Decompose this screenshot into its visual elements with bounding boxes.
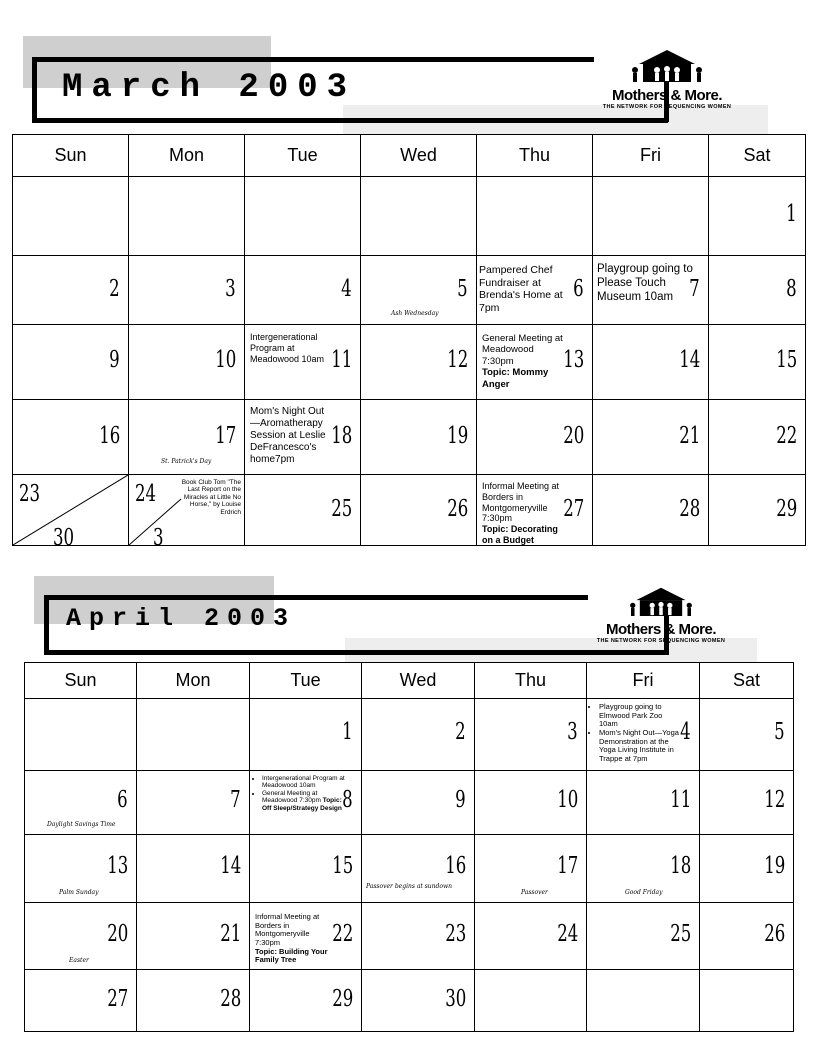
day-cell	[250, 699, 362, 771]
day-cell	[129, 400, 245, 475]
weekday-sun: Sun	[25, 663, 137, 699]
day-cell	[25, 903, 137, 970]
date-number: 1	[342, 719, 353, 745]
april-calendar	[24, 662, 794, 1032]
empty-day-cell	[245, 177, 361, 256]
date-number: 28	[678, 496, 700, 522]
date-number: 30	[53, 525, 75, 546]
empty-day-cell	[587, 970, 700, 1032]
date-number: 23	[444, 921, 466, 947]
holiday-label: Daylight Savings Time	[47, 821, 116, 828]
date-number: 12	[446, 347, 468, 373]
day-cell	[13, 400, 129, 475]
date-number: 10	[214, 347, 236, 373]
holiday-label: Easter	[69, 957, 89, 964]
house-family-icon	[627, 48, 707, 82]
date-number: 14	[219, 853, 241, 879]
event-topic: Topic: Building Your Family Tree	[255, 946, 328, 965]
day-cell	[477, 325, 593, 400]
date-number: 19	[446, 423, 468, 449]
day-cell	[709, 325, 806, 400]
holiday-label: Palm Sunday	[59, 889, 99, 896]
logo	[594, 48, 740, 110]
weekday-header-row	[13, 135, 806, 177]
weekday-tue: Tue	[250, 663, 362, 699]
weekday-tue: Tue	[245, 135, 361, 177]
day-cell	[250, 771, 362, 835]
event-text	[482, 481, 568, 546]
event-topic: Topic: Mommy Anger	[482, 367, 549, 390]
empty-day-cell	[475, 970, 587, 1032]
date-number: 7	[230, 787, 241, 813]
day-cell	[362, 970, 475, 1032]
date-number: 8	[342, 787, 353, 813]
day-cell	[593, 475, 709, 546]
date-number: 16	[98, 423, 120, 449]
weekday-sat: Sat	[700, 663, 794, 699]
event-text: Playgroup going to Please Touch Museum 10am	[597, 263, 693, 303]
holiday-label: Passover	[521, 889, 548, 896]
date-number: 8	[786, 276, 797, 302]
weekday-mon: Mon	[129, 135, 245, 177]
day-cell	[475, 835, 587, 903]
event-item: • Playgroup going to Elmwood Park Zoo 10am	[599, 703, 679, 729]
day-cell	[593, 400, 709, 475]
day-cell	[245, 400, 361, 475]
date-number: 18	[669, 853, 691, 879]
logo-tagline: THE NETWORK FOR SEQUENCING WOMEN	[596, 638, 726, 644]
date-number: 10	[556, 787, 578, 813]
date-number: 24	[135, 481, 157, 507]
logo	[588, 586, 734, 644]
date-number: 6	[573, 276, 584, 302]
header-frame-bottom	[44, 650, 668, 655]
header-frame-top	[44, 595, 588, 600]
weekday-header-row	[25, 663, 794, 699]
day-cell	[587, 835, 700, 903]
date-number: 30	[444, 986, 466, 1012]
date-number: 25	[669, 921, 691, 947]
day-cell	[709, 475, 806, 546]
day-cell	[361, 256, 477, 325]
date-number: 21	[678, 423, 700, 449]
weekday-thu: Thu	[477, 135, 593, 177]
day-cell	[137, 970, 250, 1032]
split-day-cell	[129, 475, 245, 546]
day-cell	[361, 325, 477, 400]
event-description: Informal Meeting at Borders in Montgomeryville 7:30pm	[255, 912, 320, 947]
event-text: Pampered Chef Fundraiser at Brenda's Home at 7pm	[479, 264, 563, 314]
day-cell	[362, 903, 475, 970]
date-number: 22	[775, 423, 797, 449]
date-number: 4	[680, 719, 691, 745]
date-number: 3	[153, 525, 164, 546]
day-cell	[475, 699, 587, 771]
date-number: 15	[775, 347, 797, 373]
week-row	[13, 325, 806, 400]
header-frame-bottom	[32, 118, 668, 123]
date-number: 13	[562, 347, 584, 373]
date-number: 12	[763, 787, 785, 813]
date-number: 13	[106, 853, 128, 879]
date-number: 26	[763, 921, 785, 947]
day-cell	[700, 699, 794, 771]
week-row	[13, 256, 806, 325]
date-number: 9	[109, 347, 120, 373]
day-cell	[250, 903, 362, 970]
date-number: 2	[455, 719, 466, 745]
week-row	[25, 903, 794, 970]
date-number: 18	[330, 423, 352, 449]
house-family-icon	[625, 586, 697, 616]
weekday-sun: Sun	[13, 135, 129, 177]
day-cell	[475, 903, 587, 970]
event-description: General Meeting at Meadowood 7:30pm	[262, 789, 321, 805]
day-cell	[250, 835, 362, 903]
logo-name: Mothers & More.	[605, 621, 716, 638]
day-cell	[245, 325, 361, 400]
event-item: • Mom's Night Out—Yoga Demonstration at the Yoga Living Institute in Trappe at 7pm	[599, 729, 679, 764]
event-list	[254, 775, 346, 812]
day-cell	[477, 400, 593, 475]
date-number: 23	[19, 481, 41, 507]
date-number: 11	[669, 787, 691, 813]
day-cell	[362, 699, 475, 771]
weekday-fri: Fri	[593, 135, 709, 177]
date-number: 26	[446, 496, 468, 522]
date-number: 3	[225, 276, 236, 302]
date-number: 14	[678, 347, 700, 373]
holiday-label: Ash Wednesday	[391, 310, 439, 317]
date-number: 25	[330, 496, 352, 522]
day-cell	[593, 256, 709, 325]
day-cell	[137, 835, 250, 903]
event-text	[255, 913, 331, 965]
day-cell	[245, 256, 361, 325]
day-cell	[129, 325, 245, 400]
day-cell	[587, 699, 700, 771]
header-frame-left	[44, 595, 49, 655]
day-cell	[709, 400, 806, 475]
day-cell	[362, 771, 475, 835]
date-number: 17	[214, 423, 236, 449]
logo-tagline: THE NETWORK FOR SEQUENCING WOMEN	[602, 104, 732, 110]
month-title: March 2003	[62, 69, 357, 107]
day-cell	[129, 256, 245, 325]
day-cell	[13, 256, 129, 325]
date-number: 4	[341, 276, 352, 302]
week-row	[13, 475, 806, 546]
day-cell	[250, 970, 362, 1032]
date-number: 16	[444, 853, 466, 879]
empty-day-cell	[477, 177, 593, 256]
day-cell	[709, 177, 806, 256]
event-item	[262, 790, 346, 812]
date-number: 11	[330, 347, 352, 373]
day-cell	[700, 835, 794, 903]
day-cell	[587, 771, 700, 835]
day-cell	[13, 325, 129, 400]
day-cell	[475, 771, 587, 835]
empty-day-cell	[25, 699, 137, 771]
event-topic: Topic: Off Sleep/Strategy Design	[262, 797, 342, 812]
date-number: 20	[106, 921, 128, 947]
event-topic: Topic: Decorating on a Budget	[482, 524, 558, 545]
march-calendar	[12, 134, 806, 546]
date-number: 5	[457, 276, 468, 302]
day-cell	[477, 256, 593, 325]
date-number: 29	[775, 496, 797, 522]
header-frame-left	[32, 57, 37, 122]
week-row	[25, 699, 794, 771]
day-cell	[137, 903, 250, 970]
weekday-fri: Fri	[587, 663, 700, 699]
event-description: General Meeting at Meadowood 7:30pm	[482, 333, 563, 367]
week-row	[25, 835, 794, 903]
date-number: 29	[331, 986, 353, 1012]
day-cell	[477, 475, 593, 546]
date-number: 3	[567, 719, 578, 745]
date-number: 15	[331, 853, 353, 879]
weekday-thu: Thu	[475, 663, 587, 699]
event-text	[482, 333, 566, 390]
weekday-wed: Wed	[361, 135, 477, 177]
day-cell	[700, 771, 794, 835]
event-item: • Intergenerational Program at Meadowood 10am	[262, 775, 346, 790]
weekday-sat: Sat	[709, 135, 806, 177]
split-day-cell	[13, 475, 129, 546]
event-text: Book Club Tom "The Last Report on the Miracles at Little No Horse," by Louise Erdrich	[181, 479, 241, 516]
week-row	[13, 177, 806, 256]
date-number: 22	[331, 921, 353, 947]
week-row	[13, 400, 806, 475]
date-number: 5	[774, 719, 785, 745]
weekday-mon: Mon	[137, 663, 250, 699]
day-cell	[137, 771, 250, 835]
empty-day-cell	[593, 177, 709, 256]
date-number: 27	[562, 496, 584, 522]
empty-day-cell	[361, 177, 477, 256]
day-cell	[245, 475, 361, 546]
month-title: April 2003	[66, 604, 297, 633]
day-cell	[700, 903, 794, 970]
date-number: 27	[106, 986, 128, 1012]
weekday-wed: Wed	[362, 663, 475, 699]
date-number: 19	[763, 853, 785, 879]
day-cell	[362, 835, 475, 903]
header-frame-top	[32, 57, 594, 62]
day-cell	[25, 771, 137, 835]
day-cell	[361, 400, 477, 475]
event-text: Intergenerational Program at Meadowood 10am	[250, 332, 325, 364]
week-row	[25, 771, 794, 835]
day-cell	[25, 970, 137, 1032]
empty-day-cell	[13, 177, 129, 256]
holiday-label: Passover begins at sundown	[366, 883, 452, 890]
empty-day-cell	[129, 177, 245, 256]
week-row	[25, 970, 794, 1032]
day-cell	[25, 835, 137, 903]
empty-day-cell	[700, 970, 794, 1032]
day-cell	[593, 325, 709, 400]
date-number: 9	[455, 787, 466, 813]
date-number: 6	[117, 787, 128, 813]
date-number: 2	[109, 276, 120, 302]
logo-name: Mothers & More.	[611, 87, 722, 104]
date-number: 20	[562, 423, 584, 449]
event-description: Informal Meeting at Borders in Montgomeryville 7:30pm	[482, 481, 560, 524]
date-number: 28	[219, 986, 241, 1012]
date-number: 17	[556, 853, 578, 879]
event-text: Mom's Night Out—Aromatherapy Session at Leslie DeFrancesco's home7pm	[250, 406, 326, 465]
holiday-label: St. Patrick's Day	[161, 458, 212, 465]
holiday-label: Good Friday	[625, 889, 663, 896]
date-number: 21	[219, 921, 241, 947]
event-list	[591, 703, 679, 763]
empty-day-cell	[137, 699, 250, 771]
day-cell	[361, 475, 477, 546]
date-number: 24	[556, 921, 578, 947]
date-number: 7	[689, 276, 700, 302]
date-number: 1	[786, 201, 797, 227]
day-cell	[587, 903, 700, 970]
day-cell	[709, 256, 806, 325]
